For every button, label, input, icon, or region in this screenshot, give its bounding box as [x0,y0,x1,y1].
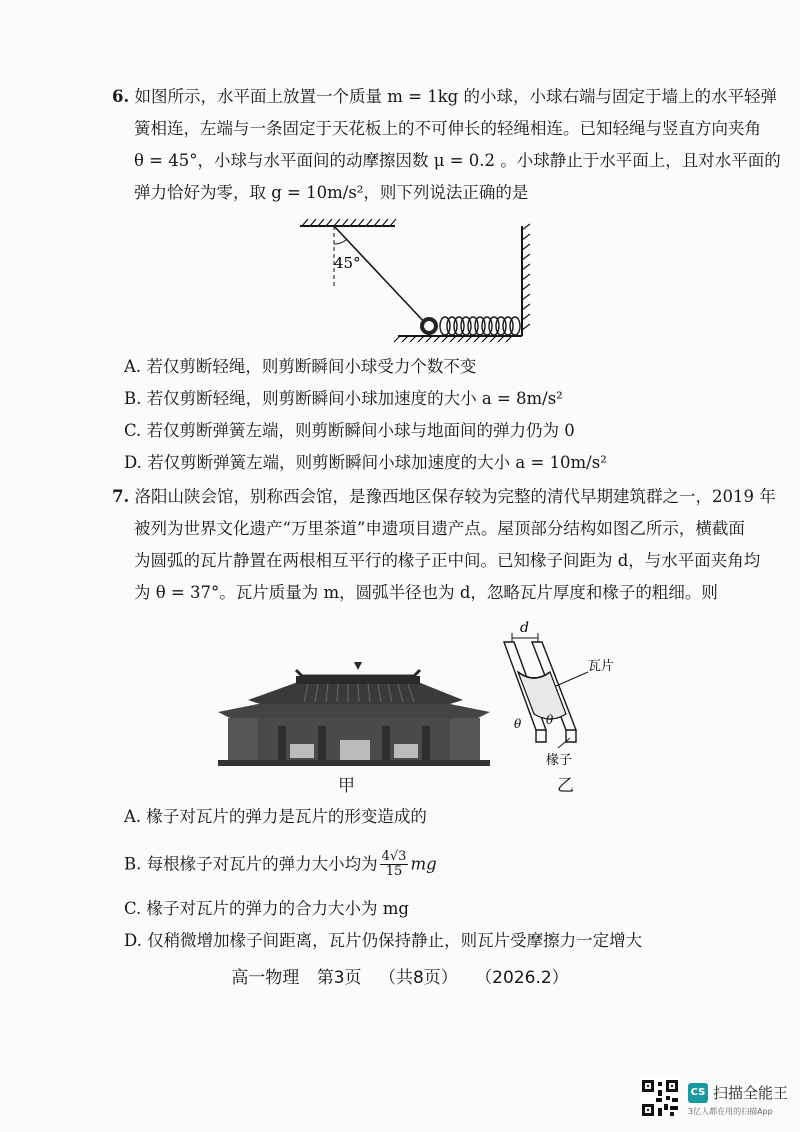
q7-theta-left: θ [514,717,522,731]
camscanner-logo-icon: CS [688,1083,708,1103]
q6-angle-label: 45° [334,254,361,272]
q7-stem-line-3: 为圆弧的瓦片静置在两根相互平行的椽子正中间。已知椽子间距为 d，与水平面夹角均 [134,551,761,570]
q7-option-b-numerator: 4√3 [381,849,407,864]
scanner-app-name: 扫描全能王 [713,1084,789,1102]
q7-line-1 [112,486,776,508]
q7-building-photo [218,660,490,766]
footer-page: 第3页 [316,968,362,988]
footer-date: （2026.2） [475,968,569,988]
q7-caption-yi: 乙 [557,776,574,796]
q6-option-d: D. 若仅剪断弹簧左端，则剪断瞬间小球加速度的大小 a = 10m/s² [124,453,607,472]
q7-stem-line-2: 被列为世界文化遗产“万里茶道”申遗项目遗产点。屋顶部分结构如图乙所示，横截面 [134,519,745,538]
q6-option-b: B. 若仅剪断轻绳，则剪断瞬间小球加速度的大小 a = 8m/s² [124,389,563,408]
q7-option-b [124,850,437,884]
q7-d-label: d [520,620,529,636]
q7-option-b-fraction [380,850,409,879]
q6-option-c: C. 若仅剪断弹簧左端，则剪断瞬间小球与地面间的弹力仍为 0 [124,421,575,440]
q6-option-a: A. 若仅剪断轻绳，则剪断瞬间小球受力个数不变 [124,357,477,376]
page-footer [0,963,800,988]
q7-caption-jia: 甲 [338,776,355,796]
q6-figure-rope-spring [290,218,550,343]
scanner-tagline: 3亿人都在用的扫描App [688,1107,773,1116]
q7-option-c: C. 椽子对瓦片的弹力的合力大小为 mg [124,899,409,918]
q7-rafter-label: 椽子 [546,753,573,768]
q7-tile-label: 瓦片 [588,659,615,674]
q7-option-b-prefix: B. 每根椽子对瓦片的弹力大小均为 [124,854,378,874]
q7-option-b-denominator: 15 [385,864,403,879]
q6-stem-line-2: 簧相连，左端与一条固定于天花板上的不可伸长的轻绳相连。已知轻绳与竖直方向夹角 [134,119,761,138]
q6-stem-line-1: 如图所示，水平面上放置一个质量 m = 1kg 的小球，小球右端与固定于墙上的水平轻弹 [134,87,777,106]
q7-theta-right: θ [546,713,554,727]
q6-stem-line-3: θ = 45°，小球与水平面间的动摩擦因数 μ = 0.2 。小球静止于水平面上，且对水平面的 [134,151,781,170]
q7-number: 7. [112,487,130,506]
q6-stem-line-4: 弹力恰好为零，取 g = 10m/s²，则下列说法正确的是 [134,183,529,202]
qr-code-icon [640,1078,680,1118]
q7-option-a: A. 椽子对瓦片的弹力是瓦片的形变造成的 [124,807,427,826]
q7-stem-line-4: 为 θ = 37°。瓦片质量为 m，圆弧半径也为 d，忽略瓦片厚度和椽子的粗细。则 [134,583,718,602]
q6-line-1 [112,86,777,108]
footer-subject: 高一物理 [231,968,300,988]
footer-total: （共8页） [378,968,458,988]
q7-stem-line-1: 洛阳山陕会馆，别称西会馆，是豫西地区保存较为完整的清代早期建筑群之一，2019 年 [134,487,776,506]
q6-number: 6. [112,87,130,106]
q7-option-d: D. 仅稍微增加椽子间距离，瓦片仍保持静止，则瓦片受摩擦力一定增大 [124,931,643,950]
q7-option-b-suffix: mg [410,854,437,874]
q7-rafter-diagram [496,620,626,772]
